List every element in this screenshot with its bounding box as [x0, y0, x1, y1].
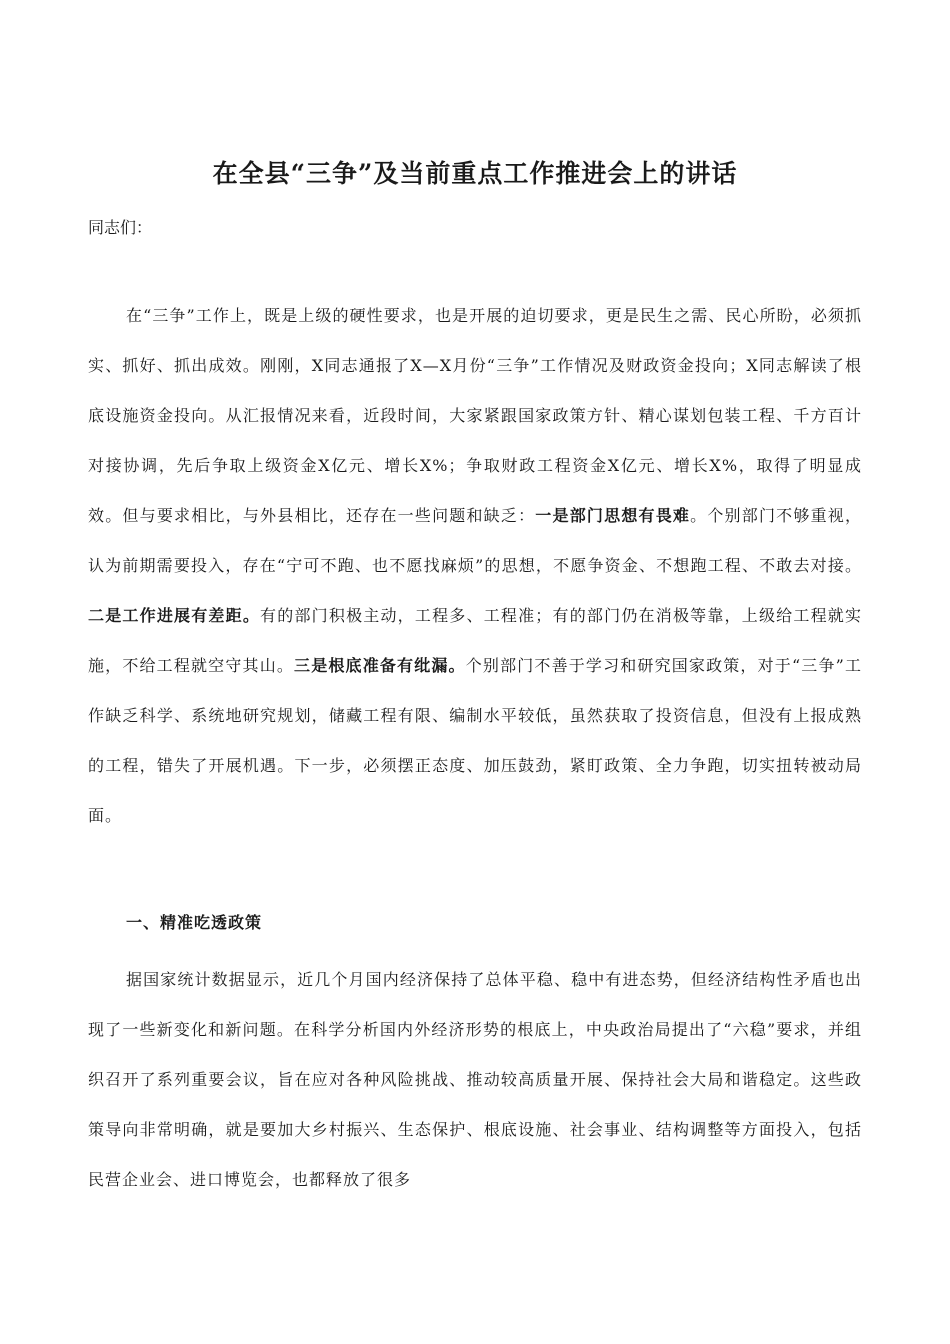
salutation: 同志们： [88, 218, 153, 237]
section-heading: 一、精准吃透政策 [126, 913, 263, 932]
paragraph-text: 个别部门不善于学习和研究国家政策，对于“三争”工作缺乏科学、系统地研究规划，储藏工程有限、编制水平较低，虽然获取了投资信息，但没有上报成熟的工程，错失了开展机遇。下一步，必须摆正态度、加压鼓劲，紧盯政策、全力争跑，切实扭转被动局面。 [88, 656, 862, 825]
paragraph-text: 在“三争”工作上，既是上级的硬性要求，也是开展的迫切要求，更是民生之需、民心所盼，必须抓实、抓好、抓出成效。刚刚，X同志通报了X—X月份“三争”工作情况及财政资金投向；X同志解读了根底设施资金投向。从汇报情况来看，近段时间，大家紧跟国家政策方针、精心谋划包装工程、千方百计对接协调，先后争取上级资金X亿元、增长X%；争取财政工程资金X亿元、增长X%，取得了明显成效。但与要求相比，与外县相比，还存在一些问题和缺乏： [88, 306, 862, 525]
bold-point-three: 三是根底准备有纰漏。 [294, 656, 466, 675]
paragraph-text: 有的部门积极主动，工程多、工程准；有的部门仍在消极等靠，上级给工程就实施，不给工程就空守其山。 [88, 606, 862, 675]
paragraph-opening [88, 291, 862, 841]
paragraph-policy: 据国家统计数据显示，近几个月国内经济保持了总体平稳、稳中有进态势，但经济结构性矛盾也出现了一些新变化和新问题。在科学分析国内外经济形势的根底上，中央政治局提出了“六稳”要求，并组织召开了系列重要会议，旨在应对各种风险挑战、推动较高质量开展、保持社会大局和谐稳定。这些政策导向非常明确，就是要加大乡村振兴、生态保护、根底设施、社会事业、结构调整等方面投入，包括民营企业会、进口博览会，也都释放了很多 [88, 970, 862, 1189]
bold-point-one: 一是部门思想有畏难 [535, 506, 691, 525]
document-title: 在全县“三争”及当前重点工作推进会上的讲话 [212, 159, 738, 188]
bold-point-two: 二是工作进展有差距。 [88, 606, 261, 625]
paragraph-text: 。个别部门不够重视，认为前期需要投入，存在“宁可不跑、也不愿找麻烦”的思想，不愿争资金、不想跑工程、不敢去对接。 [88, 506, 862, 575]
